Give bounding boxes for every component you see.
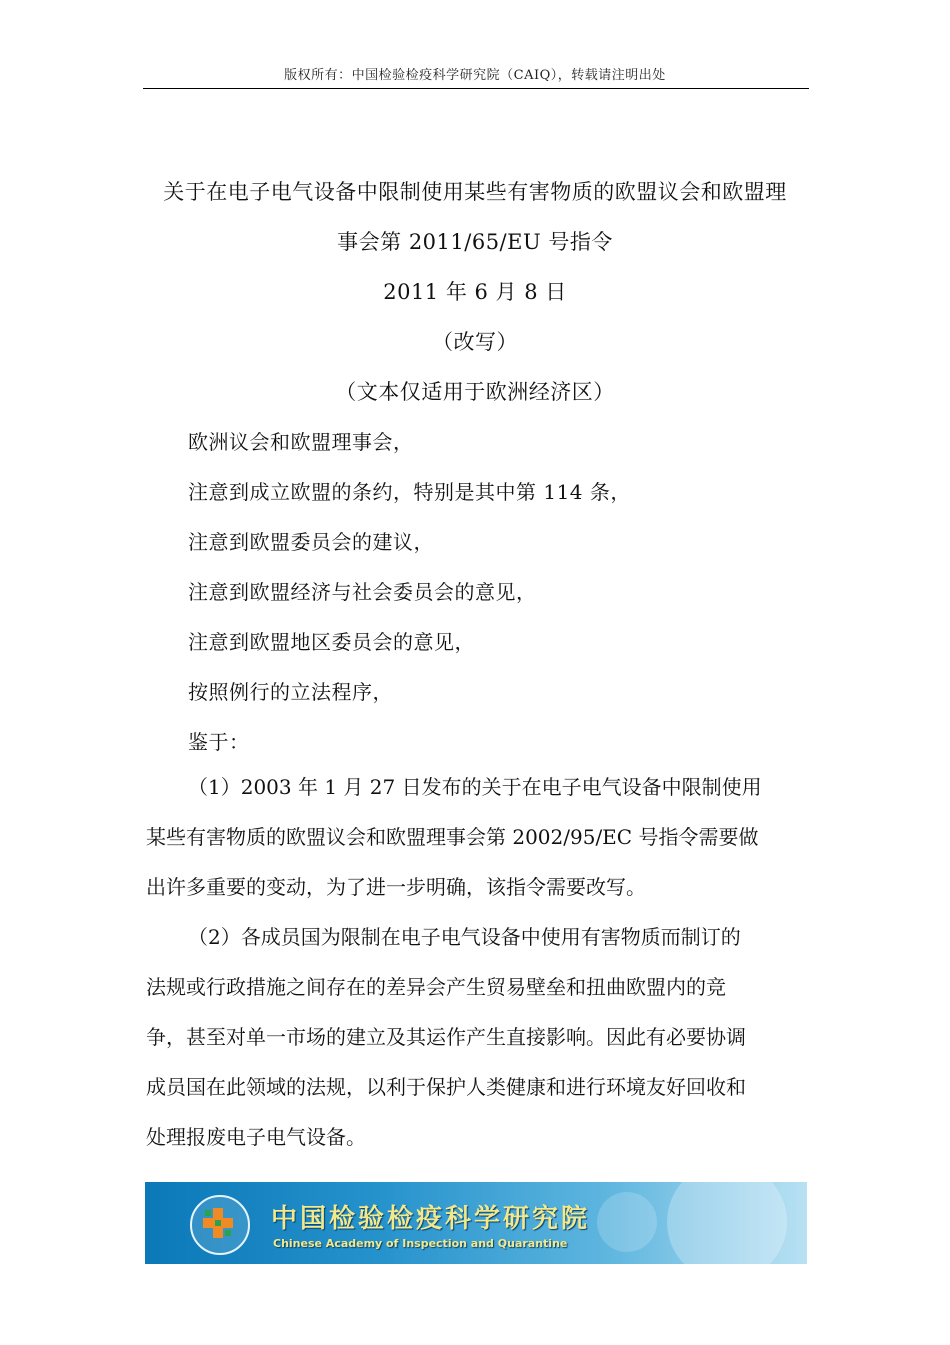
decorative-circle: [667, 1182, 787, 1264]
recital-line: 法规或行政措施之间存在的差异会产生贸易壁垒和扭曲欧盟内的竞: [146, 975, 726, 999]
institution-name-cn: 中国检验检疫科学研究院: [271, 1204, 591, 1234]
recital-line: 处理报废电子电气设备。: [146, 1125, 366, 1149]
institution-name-en: Chinese Academy of Inspection and Quarantine: [273, 1237, 568, 1250]
preamble-line: 注意到欧盟地区委员会的意见，: [188, 630, 475, 654]
recital-line: 成员国在此领域的法规，以利于保护人类健康和进行环境友好回收和: [146, 1075, 746, 1099]
recital-2: [146, 912, 808, 1162]
preamble-line: 按照例行的立法程序，: [188, 680, 393, 704]
eea-relevance-note: （文本仅适用于欧洲经济区）: [335, 380, 615, 404]
document-title-line-2: 事会第 2011/65/EU 号指令: [337, 230, 613, 254]
recital-line: 某些有害物质的欧盟议会和欧盟理事会第 2002/95/EC 号指令需要做: [146, 825, 759, 849]
copyright-header: 版权所有：中国检验检疫科学研究院（CAIQ），转载请注明出处: [284, 68, 666, 83]
recital-line: （2）各成员国为限制在电子电气设备中使用有害物质而制订的: [188, 925, 741, 949]
recital-1: [146, 762, 808, 912]
decorative-circle: [597, 1192, 657, 1252]
preamble-line: 注意到欧盟经济与社会委员会的意见，: [188, 580, 537, 604]
caiq-banner: [145, 1182, 807, 1264]
recital-line: 争，甚至对单一市场的建立及其运作产生直接影响。因此有必要协调: [146, 1025, 746, 1049]
preamble-line: 注意到欧盟委员会的建议，: [188, 530, 434, 554]
document-title-line-1: 关于在电子电气设备中限制使用某些有害物质的欧盟议会和欧盟理: [163, 180, 787, 204]
preamble-line: 鉴于：: [188, 730, 250, 754]
recital-line: （1）2003 年 1 月 27 日发布的关于在电子电气设备中限制使用: [188, 775, 762, 799]
header-divider: [143, 88, 809, 89]
preamble-line: 注意到成立欧盟的条约，特别是其中第 114 条，: [188, 480, 631, 504]
preamble-line: 欧洲议会和欧盟理事会，: [188, 430, 414, 454]
caiq-logo-icon: [201, 1206, 235, 1240]
revision-note: （改写）: [432, 330, 518, 354]
document-date: 2011 年 6 月 8 日: [383, 280, 567, 304]
recital-line: 出许多重要的变动，为了进一步明确，该指令需要改写。: [146, 875, 646, 899]
